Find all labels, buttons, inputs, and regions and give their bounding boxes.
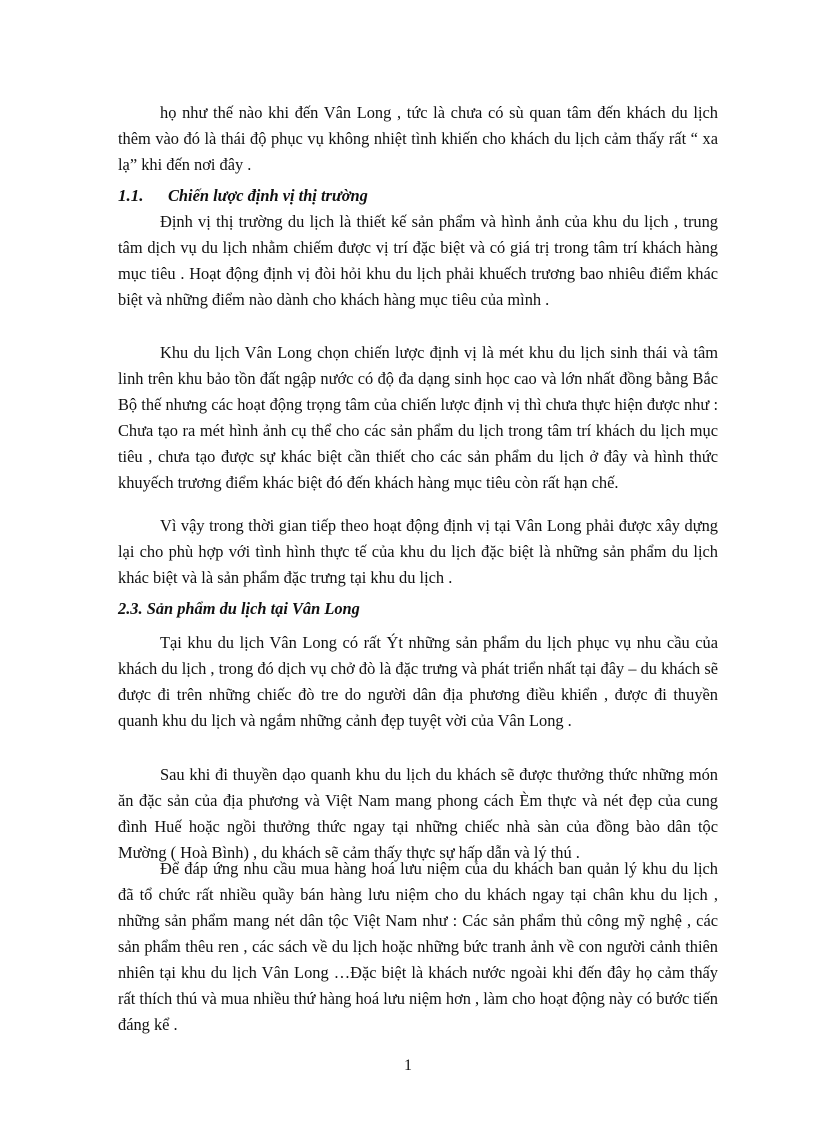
section-title: Sản phẩm du lịch tại Vân Long — [146, 599, 360, 618]
paragraph-souvenirs: Để đáp ứng nhu cầu mua hàng hoá lưu niệm của du khách ban quản lý khu du lịch đã tổ chức rất nhiều quầy bán hàng lưu niệm cho du khách ngay tại chân khu du lịch , những sản phẩm mang nét dân tộc Việt Nam như : Các sản phẩm thủ công mỹ nghệ , các sản phẩm thêu ren , các sách về du lịch hoặc những bức tranh ảnh về con người cảnh thiên nhiên tại khu du lịch Vân Long …Đặc biệt là khách nước ngoài khi đến đây họ cảm thấy rất thích thú và mua nhiều thứ hàng hoá lưu niệm hơn , làm cho hoạt động này có bước tiến đáng kể . — [118, 859, 718, 1034]
section-number: 1.1. — [118, 186, 144, 205]
page-number: 1 — [404, 1057, 412, 1074]
section-number: 2.3. — [118, 599, 143, 618]
paragraph-intro: họ như thế nào khi đến Vân Long , tức là chưa có sù quan tâm đến khách du lịch thêm vào đó là thái độ phục vụ không nhiệt tình khiến cho khách du lịch cảm thấy rất “ xa lạ” khi đến nơi đây . — [118, 103, 718, 174]
paragraph-boat-service: Tại khu du lịch Vân Long có rất Ýt những sản phẩm du lịch phục vụ nhu cầu của khách du lịch , trong đó dịch vụ chở đò là đặc trưng và phát triển nhất tại đây – du khách sẽ được đi trên những chiếc đò tre do người dân địa phương điều khiển , được đi thuyền quanh khu du lịch và ngắm những cảnh đẹp tuyệt vời của Vân Long . — [118, 633, 718, 730]
paragraph-cuisine: Sau khi đi thuyền dạo quanh khu du lịch du khách sẽ được thưởng thức những món ăn đặc sản của địa phương và Việt Nam mang phong cách Èm thực và nét đẹp của cung đình Huế hoặc ngồi thưởng thức ngay tại những chiếc nhà sàn của đồng bào dân tộc Mường ( Hoà Bình) , du khách sẽ cảm thấy thực sự hấp dẫn và lý thú . — [118, 765, 718, 862]
paragraph-future-positioning: Vì vậy trong thời gian tiếp theo hoạt động định vị tại Vân Long phải được xây dựng lại cho phù hợp với tình hình thực tế của khu du lịch đặc biệt là những sản phẩm du lịch khác biệt và là sản phẩm đặc trưng tại khu du lịch . — [118, 516, 718, 587]
paragraph-van-long-strategy: Khu du lịch Vân Long chọn chiến lược định vị là mét khu du lịch sinh thái và tâm linh trên khu bảo tồn đất ngập nước có độ đa dạng sinh học cao và lớn nhất đồng bằng Bắc Bộ thế nhưng các hoạt động trọng tâm của chiến lược định vị thì chưa thực hiện được như : Chưa tạo ra mét hình ảnh cụ thể cho các sản phẩm du lịch trong tâm trí khách du lịch mục tiêu , chưa tạo được sự khác biệt cần thiết cho các sản phẩm du lịch ở đây và hình thức khuyếch trương điểm khác biệt đó đến khách hàng mục tiêu còn rất hạn chế. — [118, 343, 718, 492]
paragraph-positioning-definition: Định vị thị trường du lịch là thiết kế sản phẩm và hình ảnh của khu du lịch , trung tâm dịch vụ du lịch nhằm chiếm được vị trí đặc biệt và có giá trị trong tâm trí khách hàng mục tiêu . Hoạt động định vị đòi hỏi khu du lịch phải khuếch trương bao nhiêu điểm khác biệt và những điểm nào dành cho khách hàng mục tiêu của mình . — [118, 212, 718, 309]
section-heading-positioning — [118, 183, 718, 209]
section-heading-products — [118, 596, 718, 622]
section-title: Chiến lược định vị thị trường — [168, 186, 368, 205]
